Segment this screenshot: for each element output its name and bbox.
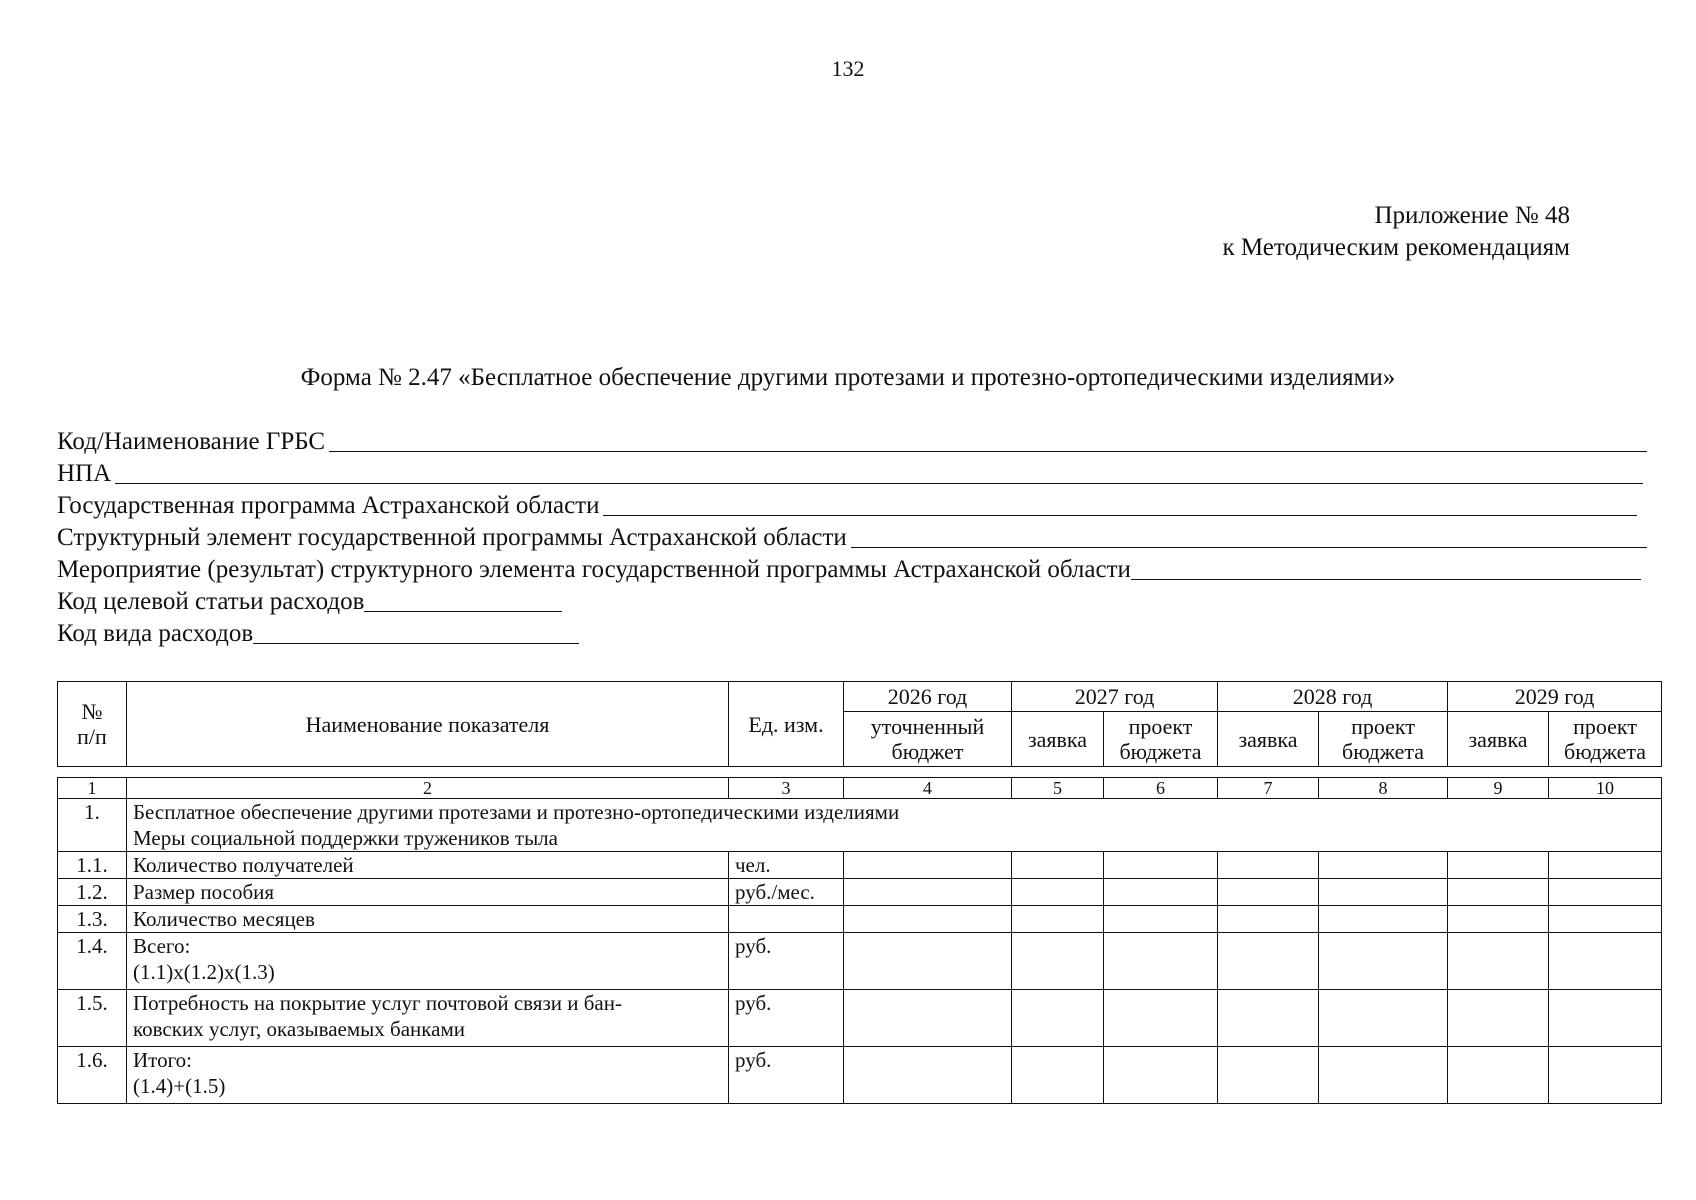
row-num: 1.4. xyxy=(58,933,127,990)
column-numbers-row xyxy=(58,778,1662,799)
cell-2026-refined[interactable] xyxy=(844,852,1012,879)
cell-2026-refined[interactable] xyxy=(844,879,1012,906)
header-2027-project: проект бюджета xyxy=(1104,712,1218,767)
field-structural-element xyxy=(57,521,1647,553)
field-structural-element-blank[interactable] xyxy=(851,525,1647,548)
column-number: 7 xyxy=(1218,778,1319,799)
row-num: 1.2. xyxy=(58,879,127,906)
row-name: Количество месяцев xyxy=(127,906,729,933)
cell-2029-project[interactable] xyxy=(1549,990,1662,1047)
field-grbs-label: Код/Наименование ГРБС xyxy=(57,428,326,455)
column-number: 6 xyxy=(1104,778,1218,799)
field-npa-label: НПА xyxy=(57,460,112,487)
cell-2029-project[interactable] xyxy=(1549,852,1662,879)
field-npa-blank[interactable] xyxy=(115,461,1643,484)
table-row xyxy=(58,852,1662,879)
cell-2027-project[interactable] xyxy=(1104,1047,1218,1104)
row-unit: руб. xyxy=(729,1047,844,1104)
header-2029-project: проект бюджета xyxy=(1549,712,1662,767)
page-number: 132 xyxy=(831,56,865,81)
form-fields xyxy=(57,425,1647,649)
cell-2028-request[interactable] xyxy=(1218,933,1319,990)
column-number: 3 xyxy=(729,778,844,799)
cell-2026-refined[interactable] xyxy=(844,933,1012,990)
column-number: 5 xyxy=(1012,778,1104,799)
row-name: Количество получателей xyxy=(127,852,729,879)
field-state-program-label: Государственная программа Астраханской области xyxy=(57,492,600,519)
row-name: Потребность на покрытие услуг почтовой связи и бан- ковских услуг, оказываемых банками xyxy=(127,990,729,1047)
cell-2027-project[interactable] xyxy=(1104,933,1218,990)
cell-2026-refined[interactable] xyxy=(844,990,1012,1047)
cell-2028-project[interactable] xyxy=(1319,990,1448,1047)
field-target-article-blank[interactable] xyxy=(364,589,562,612)
field-npa xyxy=(57,457,1647,489)
row-unit: руб./мес. xyxy=(729,879,844,906)
header-2028-request: заявка xyxy=(1218,712,1319,767)
cell-2029-project[interactable] xyxy=(1549,1047,1662,1104)
table-row xyxy=(58,990,1662,1047)
table-header xyxy=(57,681,1662,767)
field-expense-type-label: Код вида расходов xyxy=(57,620,254,647)
row-num: 1.3. xyxy=(58,906,127,933)
cell-2029-project[interactable] xyxy=(1549,933,1662,990)
cell-2029-request[interactable] xyxy=(1448,879,1549,906)
cell-2028-project[interactable] xyxy=(1319,879,1448,906)
table-body xyxy=(57,777,1662,1104)
cell-2028-request[interactable] xyxy=(1218,1047,1319,1104)
header-2029: 2029 год xyxy=(1448,682,1662,712)
cell-2027-project[interactable] xyxy=(1104,906,1218,933)
cell-2028-request[interactable] xyxy=(1218,879,1319,906)
cell-2028-request[interactable] xyxy=(1218,990,1319,1047)
header-2028: 2028 год xyxy=(1218,682,1448,712)
table-row xyxy=(58,1047,1662,1104)
cell-2029-request[interactable] xyxy=(1448,1047,1549,1104)
header-2027: 2027 год xyxy=(1012,682,1218,712)
appendix-line-1: Приложение № 48 xyxy=(1374,202,1570,229)
section-title: Бесплатное обеспечение другими протезами и протезно-ортопедическими изделиями Меры социальной поддержки тружеников тыла xyxy=(127,799,1662,852)
field-target-article-label: Код целевой статьи расходов xyxy=(57,588,365,615)
cell-2029-request[interactable] xyxy=(1448,906,1549,933)
cell-2028-project[interactable] xyxy=(1319,852,1448,879)
table-row xyxy=(58,879,1662,906)
cell-2027-request[interactable] xyxy=(1012,906,1104,933)
cell-2026-refined[interactable] xyxy=(844,1047,1012,1104)
cell-2028-project[interactable] xyxy=(1319,1047,1448,1104)
header-2026: 2026 год xyxy=(844,682,1012,712)
row-name: Размер пособия xyxy=(127,879,729,906)
field-structural-element-label: Структурный элемент государственной программы Астраханской области xyxy=(57,524,847,551)
column-number: 9 xyxy=(1448,778,1549,799)
header-2028-project: проект бюджета xyxy=(1319,712,1448,767)
table-row xyxy=(58,906,1662,933)
cell-2027-project[interactable] xyxy=(1104,852,1218,879)
cell-2027-project[interactable] xyxy=(1104,879,1218,906)
cell-2029-request[interactable] xyxy=(1448,852,1549,879)
row-name: Всего: (1.1)х(1.2)х(1.3) xyxy=(127,933,729,990)
row-unit: руб. xyxy=(729,933,844,990)
field-target-article xyxy=(57,585,1647,617)
row-num: 1.1. xyxy=(58,852,127,879)
field-grbs xyxy=(57,425,1647,457)
cell-2028-request[interactable] xyxy=(1218,906,1319,933)
field-expense-type-blank[interactable] xyxy=(253,621,579,644)
cell-2028-project[interactable] xyxy=(1319,933,1448,990)
cell-2028-project[interactable] xyxy=(1319,906,1448,933)
field-measure xyxy=(57,553,1647,585)
section-row xyxy=(58,799,1662,852)
cell-2029-request[interactable] xyxy=(1448,990,1549,1047)
row-num: 1.5. xyxy=(58,990,127,1047)
cell-2029-project[interactable] xyxy=(1549,879,1662,906)
column-number: 10 xyxy=(1549,778,1662,799)
header-2026-refined-budget: уточненный бюджет xyxy=(844,712,1012,767)
field-measure-blank[interactable] xyxy=(1131,557,1641,580)
appendix-note xyxy=(1222,200,1570,264)
row-unit: чел. xyxy=(729,852,844,879)
cell-2028-request[interactable] xyxy=(1218,852,1319,879)
row-unit: руб. xyxy=(729,990,844,1047)
column-number: 1 xyxy=(58,778,127,799)
cell-2027-request[interactable] xyxy=(1012,879,1104,906)
cell-2027-request[interactable] xyxy=(1012,852,1104,879)
header-2027-request: заявка xyxy=(1012,712,1104,767)
table-row xyxy=(58,933,1662,990)
row-num: 1.6. xyxy=(58,1047,127,1104)
row-name: Итого: (1.4)+(1.5) xyxy=(127,1047,729,1104)
column-number: 2 xyxy=(127,778,729,799)
column-number: 4 xyxy=(844,778,1012,799)
field-state-program-blank[interactable] xyxy=(603,493,1637,516)
cell-2027-request[interactable] xyxy=(1012,1047,1104,1104)
section-num: 1. xyxy=(58,799,127,852)
cell-2029-project[interactable] xyxy=(1549,906,1662,933)
field-state-program xyxy=(57,489,1647,521)
cell-2027-request[interactable] xyxy=(1012,990,1104,1047)
header-2029-request: заявка xyxy=(1448,712,1549,767)
field-measure-label: Мероприятие (результат) структурного элемента государственной программы Астраханской области xyxy=(57,556,1131,583)
column-number: 8 xyxy=(1319,778,1448,799)
header-num: № п/п xyxy=(58,682,127,767)
row-unit xyxy=(729,906,844,933)
cell-2029-request[interactable] xyxy=(1448,933,1549,990)
cell-2026-refined[interactable] xyxy=(844,906,1012,933)
appendix-line-2: к Методическим рекомендациям xyxy=(1222,234,1570,261)
cell-2027-project[interactable] xyxy=(1104,990,1218,1047)
field-grbs-blank[interactable] xyxy=(329,429,1647,452)
header-name: Наименование показателя xyxy=(127,682,729,767)
form-title: Форма № 2.47 «Бесплатное обеспечение другими протезами и протезно-ортопедическими изделиями» xyxy=(300,364,1396,391)
cell-2027-request[interactable] xyxy=(1012,933,1104,990)
header-unit: Ед. изм. xyxy=(729,682,844,767)
field-expense-type xyxy=(57,617,1647,649)
